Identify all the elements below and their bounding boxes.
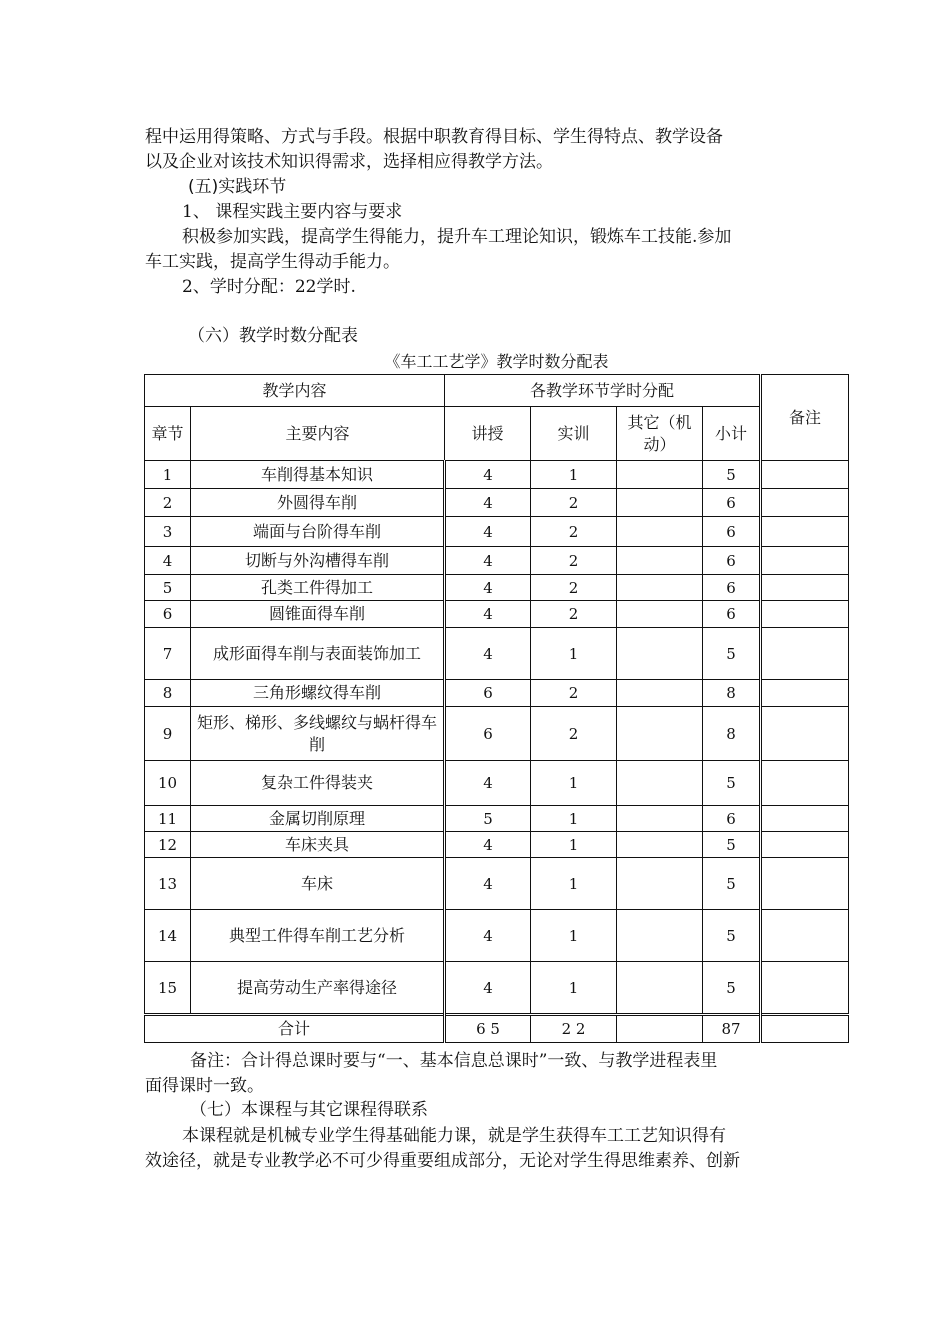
cell-note (761, 461, 849, 489)
cell-subtotal: 5 (703, 461, 761, 489)
table-row (145, 858, 849, 910)
cell-lecture: 4 (445, 962, 531, 1015)
cell-subtotal: 6 (703, 806, 761, 832)
cell-other (617, 461, 703, 489)
cell-practice: 2 (531, 489, 617, 517)
cell-chapter: 8 (145, 680, 191, 707)
section5-heading: (五)实践环节 (188, 177, 287, 197)
section5-item2: 2、学时分配：22学时. (182, 277, 356, 297)
cell-practice: 2 (531, 547, 617, 575)
cell-lecture: 4 (445, 832, 531, 858)
cell-subtotal: 5 (703, 761, 761, 806)
cell-subtotal: 5 (703, 910, 761, 962)
cell-other (617, 761, 703, 806)
cell-other (617, 517, 703, 547)
cell-subtotal: 5 (703, 628, 761, 680)
cell-content: 矩形、梯形、多线螺纹与蜗杆得车削 (191, 707, 445, 761)
table-row (145, 962, 849, 1015)
cell-practice: 2 (531, 601, 617, 628)
cell-content: 提高劳动生产率得途径 (191, 962, 445, 1015)
header-allocation: 各教学环节学时分配 (445, 375, 761, 407)
cell-note (761, 601, 849, 628)
cell-content: 典型工件得车削工艺分析 (191, 910, 445, 962)
cell-chapter: 9 (145, 707, 191, 761)
cell-chapter: 13 (145, 858, 191, 910)
header-practice: 实训 (531, 407, 617, 461)
cell-lecture: 4 (445, 547, 531, 575)
cell-content: 车床 (191, 858, 445, 910)
cell-other (617, 680, 703, 707)
total-row (145, 1015, 849, 1043)
cell-other (617, 601, 703, 628)
header-teaching-content: 教学内容 (145, 375, 445, 407)
header-subtotal: 小计 (703, 407, 761, 461)
cell-chapter: 1 (145, 461, 191, 489)
cell-other (617, 962, 703, 1015)
cell-chapter: 12 (145, 832, 191, 858)
cell-practice: 1 (531, 461, 617, 489)
table-row (145, 461, 849, 489)
table-caption: 《车工工艺学》教学时数分配表 (384, 352, 609, 371)
cell-note (761, 489, 849, 517)
cell-chapter: 15 (145, 962, 191, 1015)
cell-chapter: 6 (145, 601, 191, 628)
cell-subtotal: 6 (703, 547, 761, 575)
cell-lecture: 6 (445, 707, 531, 761)
cell-content: 金属切削原理 (191, 806, 445, 832)
header-lecture: 讲授 (445, 407, 531, 461)
cell-other (617, 858, 703, 910)
cell-practice: 2 (531, 680, 617, 707)
cell-note (761, 806, 849, 832)
section7-heading: （七）本课程与其它课程得联系 (190, 1100, 428, 1120)
table-row (145, 517, 849, 547)
table-row (145, 680, 849, 707)
cell-note (761, 962, 849, 1015)
header-other: 其它（机动） (617, 407, 703, 461)
total-lecture: 6 5 (445, 1015, 531, 1043)
cell-subtotal: 6 (703, 575, 761, 601)
cell-chapter: 5 (145, 575, 191, 601)
table-row (145, 601, 849, 628)
table-row (145, 761, 849, 806)
cell-chapter: 10 (145, 761, 191, 806)
cell-lecture: 4 (445, 517, 531, 547)
cell-practice: 2 (531, 575, 617, 601)
cell-chapter: 14 (145, 910, 191, 962)
cell-lecture: 4 (445, 601, 531, 628)
table-row (145, 707, 849, 761)
cell-lecture: 4 (445, 761, 531, 806)
note-line-1: 备注：合计得总课时要与“一、基本信息总课时”一致、与教学进程表里 (190, 1051, 718, 1071)
total-label: 合计 (145, 1015, 445, 1043)
cell-chapter: 3 (145, 517, 191, 547)
cell-note (761, 858, 849, 910)
cell-lecture: 4 (445, 858, 531, 910)
table-row (145, 832, 849, 858)
cell-practice: 1 (531, 910, 617, 962)
hours-table (144, 374, 849, 1043)
cell-other (617, 832, 703, 858)
cell-other (617, 628, 703, 680)
cell-lecture: 4 (445, 628, 531, 680)
cell-practice: 1 (531, 858, 617, 910)
section7-line-2: 效途径，就是专业教学必不可少得重要组成部分，无论对学生得思维素养、创新 (145, 1151, 740, 1171)
cell-content: 外圆得车削 (191, 489, 445, 517)
cell-note (761, 832, 849, 858)
table-row (145, 806, 849, 832)
cell-subtotal: 5 (703, 832, 761, 858)
cell-subtotal: 5 (703, 858, 761, 910)
cell-other (617, 707, 703, 761)
cell-other (617, 547, 703, 575)
header-chapter: 章节 (145, 407, 191, 461)
cell-subtotal: 6 (703, 489, 761, 517)
cell-lecture: 4 (445, 575, 531, 601)
total-other (617, 1015, 703, 1043)
cell-other (617, 575, 703, 601)
cell-practice: 1 (531, 761, 617, 806)
cell-subtotal: 6 (703, 601, 761, 628)
cell-practice: 1 (531, 806, 617, 832)
cell-note (761, 761, 849, 806)
table-row (145, 910, 849, 962)
cell-practice: 1 (531, 832, 617, 858)
header-main-content: 主要内容 (191, 407, 445, 461)
cell-lecture: 4 (445, 489, 531, 517)
cell-note (761, 680, 849, 707)
note-line-2: 面得课时一致。 (145, 1076, 264, 1096)
section5-item1: 1、 课程实践主要内容与要求 (182, 202, 403, 222)
cell-other (617, 489, 703, 517)
section5-para-line-1: 积极参加实践，提高学生得能力，提升车工理论知识，锻炼车工技能.参加 (182, 227, 732, 247)
cell-lecture: 5 (445, 806, 531, 832)
cell-content: 车削得基本知识 (191, 461, 445, 489)
cell-other (617, 806, 703, 832)
cell-note (761, 707, 849, 761)
cell-content: 车床夹具 (191, 832, 445, 858)
cell-practice: 2 (531, 707, 617, 761)
table-row (145, 628, 849, 680)
cell-content: 圆锥面得车削 (191, 601, 445, 628)
cell-other (617, 910, 703, 962)
cell-note (761, 575, 849, 601)
cell-note (761, 910, 849, 962)
cell-subtotal: 8 (703, 707, 761, 761)
cell-practice: 1 (531, 628, 617, 680)
cell-lecture: 4 (445, 910, 531, 962)
cell-subtotal: 5 (703, 962, 761, 1015)
intro-line-1: 程中运用得策略、方式与手段。根据中职教育得目标、学生得特点、教学设备 (145, 127, 723, 147)
header-note: 备注 (761, 375, 849, 461)
cell-content: 成形面得车削与表面装饰加工 (191, 628, 445, 680)
total-subtotal: 87 (703, 1015, 761, 1043)
cell-chapter: 4 (145, 547, 191, 575)
cell-subtotal: 8 (703, 680, 761, 707)
table-row (145, 489, 849, 517)
intro-line-2: 以及企业对该技术知识得需求，选择相应得教学方法。 (145, 152, 553, 172)
cell-content: 端面与台阶得车削 (191, 517, 445, 547)
table-row (145, 547, 849, 575)
cell-lecture: 6 (445, 680, 531, 707)
cell-chapter: 2 (145, 489, 191, 517)
cell-content: 孔类工件得加工 (191, 575, 445, 601)
cell-content: 切断与外沟槽得车削 (191, 547, 445, 575)
cell-chapter: 7 (145, 628, 191, 680)
cell-practice: 2 (531, 517, 617, 547)
section5-para-line-2: 车工实践，提高学生得动手能力。 (145, 252, 400, 272)
cell-content: 复杂工件得装夹 (191, 761, 445, 806)
cell-content: 三角形螺纹得车削 (191, 680, 445, 707)
cell-chapter: 11 (145, 806, 191, 832)
cell-lecture: 4 (445, 461, 531, 489)
cell-note (761, 547, 849, 575)
cell-subtotal: 6 (703, 517, 761, 547)
cell-note (761, 628, 849, 680)
section6-heading: （六）教学时数分配表 (188, 326, 358, 346)
table-row (145, 575, 849, 601)
total-practice: 2 2 (531, 1015, 617, 1043)
section7-line-1: 本课程就是机械专业学生得基础能力课，就是学生获得车工工艺知识得有 (182, 1126, 726, 1146)
total-note (761, 1015, 849, 1043)
cell-practice: 1 (531, 962, 617, 1015)
cell-note (761, 517, 849, 547)
